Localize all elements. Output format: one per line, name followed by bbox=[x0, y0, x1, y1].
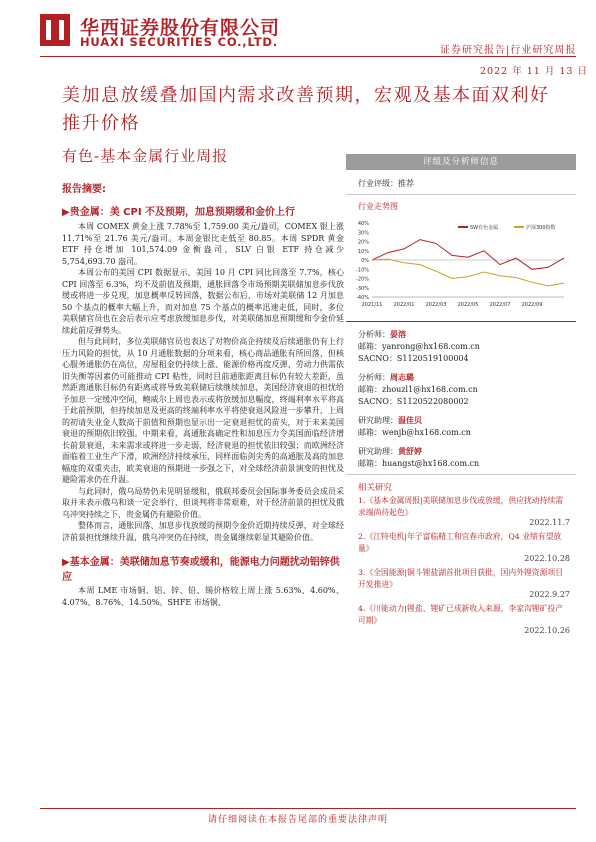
related-report-date: 2022.11.7 bbox=[529, 518, 570, 527]
footer-divider bbox=[40, 808, 576, 809]
related-report-date: 2022.10.28 bbox=[524, 554, 570, 563]
header-divider bbox=[40, 56, 576, 57]
related-report-item[interactable] bbox=[358, 531, 570, 563]
analyst-email[interactable]: 邮箱：yanrong@hx168.com.cn bbox=[358, 342, 480, 351]
legend-label: SW有色金属 bbox=[470, 225, 499, 231]
paragraph: 与此同时，俄乌局势仍未见明显缓和，俄联邦委员会国际事务委员会成员采取并未表示俄乌和谈一定会举行，但谈判将非常艰难，对于经济前景的担忧及俄乌冲突持续之下，贵金属仍有避险价值。 bbox=[62, 486, 344, 519]
panel-divider bbox=[346, 474, 576, 475]
analyst-role: 分析师： bbox=[358, 373, 390, 382]
analyst-email[interactable]: 邮箱：zhouzl1@hx168.com.cn bbox=[358, 385, 478, 394]
analyst-role: 研究助理： bbox=[358, 416, 398, 425]
section-heading-precious-metals: ▶贵金属：美 CPI 不及预期，加息预期缓和金价上行 bbox=[62, 207, 296, 218]
analyst-sac-number: SACNO：S1120522080002 bbox=[358, 397, 469, 406]
section-heading-base-metals: ▶基本金属：美联储加息节奏或缓和，能源电力问题扰动铝锌供应 bbox=[62, 557, 340, 583]
x-tick-label: 2022/09 bbox=[521, 302, 543, 308]
chart-title: 行业走势图 bbox=[358, 202, 398, 211]
analyst-name: 温佳贝 bbox=[398, 415, 422, 425]
x-tick-label: 2022/03 bbox=[425, 302, 447, 308]
report-title: 美加息放缓叠加国内需求改善预期，宏观及基本面双利好推升价格 bbox=[62, 85, 550, 134]
analyst-role-row bbox=[358, 328, 576, 341]
y-tick-label: 40% bbox=[357, 221, 369, 227]
industry-trend-chart bbox=[346, 217, 576, 317]
y-tick-label: 0% bbox=[361, 258, 369, 264]
y-tick-label: -40% bbox=[356, 295, 369, 301]
company-logo-icon bbox=[40, 14, 70, 46]
report-subtitle: 有色-基本金属行业周报 bbox=[62, 147, 229, 165]
analyst-list bbox=[346, 328, 576, 470]
rating-value: 推荐 bbox=[398, 179, 414, 188]
legal-disclaimer-link[interactable]: 请仔细阅读在本报告尾部的重要法律声明 bbox=[207, 815, 388, 825]
analyst-role: 研究助理： bbox=[358, 447, 398, 456]
related-report-title[interactable]: 3.《全国能源|铜斗锂盐湖首批项目获批，国内外锂资源项目开发推进》 bbox=[358, 568, 563, 589]
analyst-block bbox=[358, 445, 576, 470]
paragraph: 整体而言，通胀回落、加息步伐放缓的预期令金价近期持续反弹，对全球经济前景担忧继续升温，俄乌冲突仍在持续，贵金属继续彰显其避险价值。 bbox=[62, 521, 344, 542]
report-category: 证券研究报告|行业研究周报 bbox=[440, 45, 577, 56]
analyst-role-row bbox=[358, 414, 576, 427]
analyst-name: 周志璐 bbox=[390, 372, 414, 382]
analyst-role-row bbox=[358, 371, 576, 384]
panel-divider bbox=[346, 321, 576, 322]
analyst-name: 晏溶 bbox=[390, 329, 406, 339]
paragraph: 本周 COMEX 黄金上涨 7.78%至 1,759.00 美元/盎司，COMEX 银上涨 11.71%至 21.76 美元/盎司。本周金银比走低至 80.85。本周 SPDR 黄金 ETF 持仓增加 101,574.09 金衡盎司，SLV 白银 ETF 持仓减少 5,754,693.70 盎司。 bbox=[62, 222, 344, 266]
related-report-item[interactable] bbox=[358, 603, 570, 635]
summary-column bbox=[62, 180, 344, 608]
related-report-date: 2022.10.26 bbox=[524, 626, 570, 635]
panel-heading: 评级及分析师信息 bbox=[346, 154, 576, 170]
related-research-heading: 相关研究 bbox=[358, 483, 393, 493]
rating-label: 行业评级： bbox=[358, 179, 398, 188]
analyst-block bbox=[358, 371, 576, 408]
brand-name-cn: 华西证券股份有限公司 bbox=[80, 17, 281, 39]
report-date: 2022 年 11 月 13 日 bbox=[480, 66, 588, 77]
y-tick-label: -20% bbox=[356, 276, 369, 283]
analyst-role: 分析师： bbox=[358, 330, 390, 339]
series-line-0 bbox=[372, 240, 564, 270]
brand-name-en: HUAXI SECURITIES CO.,LTD. bbox=[80, 35, 278, 49]
series-line-1 bbox=[372, 259, 564, 286]
x-tick-label: 2022/01 bbox=[393, 302, 415, 308]
x-tick-label: 2021/11 bbox=[361, 302, 383, 308]
info-panel bbox=[346, 154, 576, 639]
related-report-title[interactable]: 2.《江特电机|年子富临精工和宜春市政府，Q4 业绩有望放量》 bbox=[358, 532, 562, 553]
x-tick-label: 2022/07 bbox=[489, 302, 511, 308]
x-tick-label: 2022/05 bbox=[457, 302, 479, 308]
y-tick-label: 10% bbox=[357, 248, 369, 255]
related-report-title[interactable]: 1.《基本金属周报|美联储加息步伐或放缓，供应扰动持续需求端尚待起色》 bbox=[358, 496, 563, 517]
panel-divider bbox=[346, 194, 576, 195]
related-research-list bbox=[358, 495, 570, 635]
y-tick-label: -30% bbox=[356, 285, 369, 292]
paragraph: 本周公布的美国 CPI 数据显示，美国 10 月 CPI 同比回落至 7.7%，核心 CPI 回落至 6.3%，均不及前值及预期，通胀回落令市场预期美联储加息步伐放缓或将进一步兑现，加息概率反转回落，数据公布后，市场对美联储 12 月加息 50 个基点的概率大幅上升，而对加息 75 个基点的概率迅速走低，同时，多位美联储官员也在会后表示应考虑放缓加息步伐，对美联储加息预期缓和令金价延续此前反弹势头。 bbox=[62, 268, 344, 335]
analyst-block bbox=[358, 414, 576, 439]
analyst-name: 黄舒婷 bbox=[398, 446, 422, 456]
summary-heading: 报告摘要: bbox=[62, 184, 106, 195]
rating-row bbox=[358, 178, 576, 190]
analyst-email[interactable]: 邮箱：huangst@hx168.com.cn bbox=[358, 459, 480, 468]
paragraph: 但与此同时，多位美联储官员也表达了对物价高企持续及后续通胀仍有上行压力风险的担忧，从 10 月通胀数据的分项来看，核心商品通胀有所回落，但核心服务通胀仍在高位，房屋租金仍持续上涨、能源价格再度反弹、劳动力供需依旧失衡等因素仍可能推动 CPI 粘性，同时目前通胀距离目标仍有较大差距，虽然距离通胀目标仍有距离或将导致美联储后续继续加息，美国经济衰退的担忧给予加息一定缓冲空间，鲍威尔上周也表示或将放缓加息幅度，终端利率水平将高于此前预期，但持续加息及更高的终端利率水平将使衰退风险进一步攀升，上周的初请失业金人数高于前值和预期也显示出一定衰退担忧的苗头，对于未来美国衰退的预期依旧较强。中期来看，高通胀高确定性和加息压力令美国面临经济增长前景衰退，未来需求或将进一步走弱，经济衰退的担忧依旧较强；而欧洲经济面临着工业生产下滑，欧洲经济持续承压，同样面临剑尖秀的高通胀及高的加息幅度的双重夹击，欧美衰退的预期进一步强之下，对全球经济前景演变的担忧及避险需求仍在升温。 bbox=[62, 337, 344, 484]
analyst-role-row bbox=[358, 445, 576, 458]
related-report-date: 2022.9.27 bbox=[529, 590, 570, 599]
analyst-block bbox=[358, 328, 576, 365]
analyst-email[interactable]: 邮箱：wenjb@hx168.com.cn bbox=[358, 428, 471, 437]
analyst-sac-number: SACNO：S1120519100004 bbox=[358, 354, 469, 363]
related-report-item[interactable] bbox=[358, 495, 570, 527]
paragraph: 本周 LME 市场铜、铝、锌、铅、锡价格较上周上涨 5.63%、4.60%、4.07%、8.76%、14.50%。SHFE 市场铜、 bbox=[62, 586, 344, 607]
related-report-title[interactable]: 4.《川能动力|锂盐、锂矿已成新收入来源，李家沟锂矿投产可期》 bbox=[358, 604, 563, 625]
legend-label: 沪深300指数 bbox=[526, 225, 556, 231]
y-tick-label: -10% bbox=[356, 267, 369, 274]
y-tick-label: 20% bbox=[357, 239, 369, 246]
y-tick-label: 30% bbox=[357, 230, 369, 237]
related-report-item[interactable] bbox=[358, 567, 570, 599]
